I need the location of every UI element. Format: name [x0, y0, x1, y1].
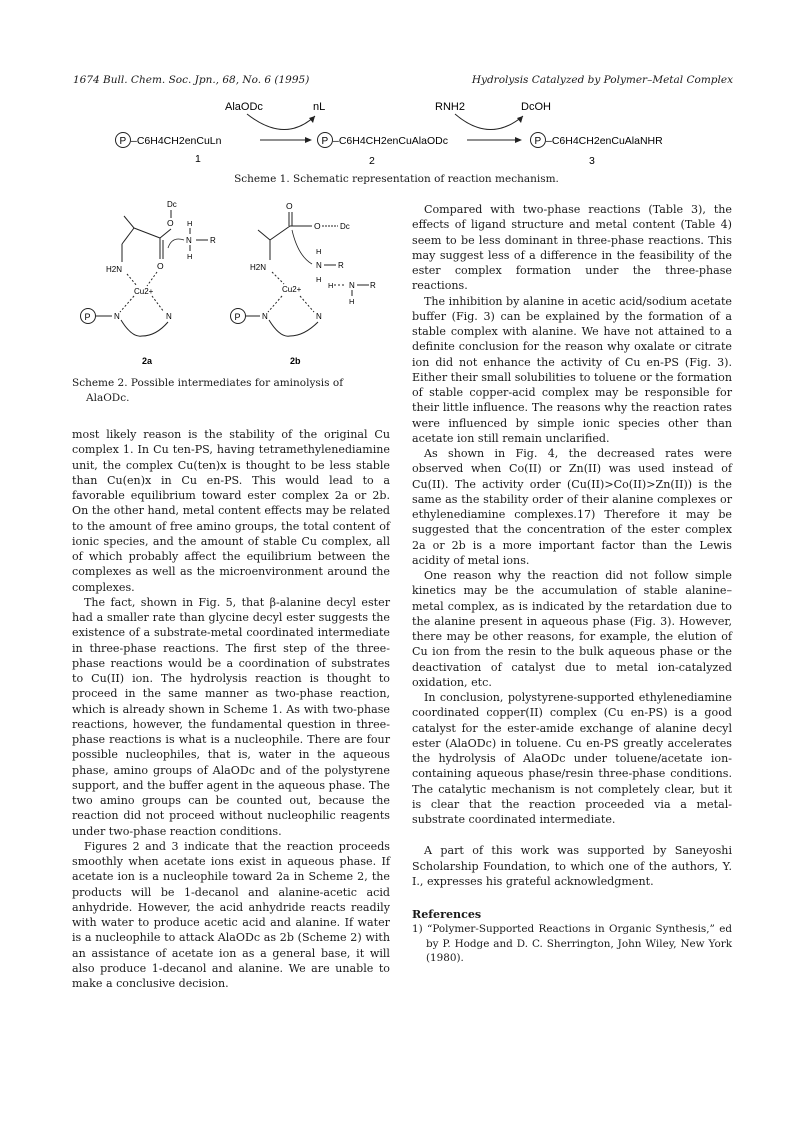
running-header-right: Hydrolysis Catalyzed by Polymer–Metal Complex [471, 74, 733, 86]
left-paragraph-3: Figures 2 and 3 indicate that the reaction proceeds smoothly when acetate ions exist in aqueous phase. If acetate ion is a nucleophile toward 2a in Scheme 2, the products will be 1-decanol and alanine-acetic acid anhydride. However, the acid anhydride reacts readily with water to produce acetic acid and alanine. If water is a nucleophile to attack AlaODc as 2b (Scheme 2) with an assistance of acetate ion as a general base, it will also produce 1-decanol and alanine. We are unable to make a conclusive decision. [72, 839, 390, 990]
compound-1-formula: –C6H4CH2enCuLn [131, 135, 222, 147]
svg-text:H: H [187, 219, 193, 228]
svg-text:H: H [328, 281, 334, 290]
scheme1-arrow-1 [247, 114, 315, 130]
compound-number-1: 1 [195, 153, 201, 165]
references-heading: References [412, 908, 482, 921]
right-paragraph-4: One reason why the reaction did not follow simple kinetics may be the accumulation of stable alanine–metal complex, as is indicated by the retardation due to the alanine present in aqueous phase (Fig. 3). However, there may be other reasons, for example, the elution of Cu ion from the resin to the bulk aqueous phase or the deactivation of catalyst due to metal ion-catalyzed oxidation, etc. [412, 569, 732, 689]
svg-text:H2N: H2N [106, 265, 123, 274]
scheme-2-diagram [72, 196, 392, 374]
compound-number-2: 2 [369, 155, 375, 167]
svg-text:P: P [119, 136, 127, 147]
svg-text:P: P [321, 136, 329, 147]
left-paragraph-1: most likely reason is the stability of the original Cu complex 1. In Cu ten-PS, having tetramethylenediamine unit, the complex Cu(ten)x is thought to be less stable than Cu(en)x in Cu en-PS. This would lead to a favorable equilibrium toward ester complex 2a or 2b. On the other hand, metal content effects may be related to the amount of free amino groups, the total content of ionic species, and the amount of stable Cu complex, all of which probably affect the equilibrium between the complexes as well as the microenvironment around the complexes. [72, 428, 390, 594]
compound-number-3: 3 [589, 155, 595, 167]
svg-text:O: O [157, 261, 164, 271]
svg-text:H: H [349, 297, 355, 306]
scheme-1-diagram [115, 96, 735, 180]
scheme-2-caption-line2: AlaODc. [86, 392, 130, 404]
scheme1-release-dcoh: DcOH [521, 101, 551, 113]
compound-3-formula: –C6H4CH2enCuAlaNHR [546, 135, 663, 147]
svg-text:N: N [316, 261, 322, 270]
svg-text:Dc: Dc [340, 222, 350, 231]
svg-text:O: O [286, 201, 293, 211]
svg-text:H: H [316, 247, 322, 256]
svg-text:R: R [210, 236, 216, 245]
running-header-left: 1674 Bull. Chem. Soc. Jpn., 68, No. 6 (1995) [73, 74, 310, 86]
svg-text:H: H [187, 252, 193, 261]
svg-text:P: P [234, 312, 241, 322]
scheme1-arrow-2 [455, 114, 523, 130]
right-paragraph-3: As shown in Fig. 4, the decreased rates were observed when Co(II) or Zn(II) was used instead of Cu(II). The activity order (Cu(II)>Co(II)>Zn(II)) is the same as the stability order of their alanine complexes or ethylenediamine complexes.17) Therefore it may be suggested that the concentration of the ester complex 2a or 2b is a more important factor than the Lewis acidity of metal ions. [412, 447, 732, 567]
svg-text:N: N [316, 312, 322, 321]
svg-text:Dc: Dc [167, 200, 177, 209]
svg-text:Cu2+: Cu2+ [282, 285, 302, 294]
svg-text:R: R [370, 281, 376, 290]
scheme1-arrowhead-1 [309, 116, 315, 123]
intermediate-2a-label: 2a [142, 356, 153, 366]
svg-text:O: O [314, 221, 321, 231]
right-paragraph-2: The inhibition by alanine in acetic acid/sodium acetate buffer (Fig. 3) can be explained by the formation of a stable complex with alanine. We have not attained to a definite conclusion for the reason why oxalate or citrate ion did not enhance the activity of Cu en-PS (Fig. 3). Either their small solubilities to toluene or the formation of stable copper-acid complex may be responsible for their little influence. The reasons why the reaction rates were influenced by simple ionic species other than acetate ion still remain unclarified. [412, 294, 732, 445]
svg-text:H2N: H2N [250, 263, 267, 272]
left-paragraph-2: The fact, shown in Fig. 5, that β-alanine decyl ester had a smaller rate than glycine decyl ester suggests the existence of a substrate-metal coordinated intermediate in three-phase reactions. The first step of the three-phase reactions would be a coordination of substrates to Cu(II) ion. The hydrolysis reaction is thought to proceed in the same manner as two-phase reaction, which is already shown in Scheme 1. As with two-phase reactions, however, the fundamental question in three-phase reactions is what is a nucleophile. There are four possible nucleophiles, that is, water in the aqueous phase, amino groups of AlaODc and of the polystyrene support, and the buffer agent in the aqueous phase. The two amino groups can be counted out, because the reaction did not proceed without nucleophilic reagents under two-phase reaction conditions. [72, 595, 390, 838]
scheme-1-caption: Scheme 1. Schematic representation of reaction mechanism. [234, 173, 559, 185]
scheme-2-caption-line1: Scheme 2. Possible intermediates for aminolysis of [72, 377, 344, 389]
compound-2-formula: –C6H4CH2enCuAlaODc [333, 135, 448, 147]
acknowledgment: A part of this work was supported by Saneyoshi Scholarship Foundation, to which one of the authors, Y. I., expresses his grateful acknowledgment. [412, 844, 732, 888]
right-paragraph-1: Compared with two-phase reactions (Table 3), the effects of ligand structure and metal content (Table 4) seem to be less dominant in three-phase reactions. This may suggest less of a difference in the feasibility of the ester complex formation under the three-phase reactions. [412, 203, 732, 293]
svg-text:N: N [186, 236, 192, 245]
svg-text:P: P [84, 312, 91, 322]
scheme1-reagent-rnh2: RNH2 [435, 101, 465, 113]
svg-text:R: R [338, 261, 344, 270]
left-column [72, 427, 390, 991]
right-column [412, 202, 732, 966]
svg-text:O: O [167, 218, 174, 228]
svg-text:N: N [262, 312, 268, 321]
svg-text:N: N [114, 312, 120, 321]
scheme-2-caption [72, 376, 392, 406]
scheme1-release-nl: nL [313, 101, 326, 113]
svg-text:N: N [349, 281, 355, 290]
intermediate-2b-label: 2b [290, 356, 301, 366]
scheme1-reagent-alaodc: AlaODc [225, 101, 263, 113]
reference-item-1: 1) “Polymer-Supported Reactions in Organic Synthesis,” ed by P. Hodge and D. C. Sherrington, John Wiley, New York (1980). [412, 923, 732, 965]
svg-text:N: N [166, 312, 172, 321]
intermediate-2a-structure [81, 200, 217, 366]
intermediate-2b-structure [231, 201, 377, 366]
svg-text:H: H [316, 275, 322, 284]
svg-text:P: P [534, 136, 542, 147]
right-paragraph-5: In conclusion, polystyrene-supported ethylenediamine coordinated copper(II) complex (Cu en-PS) is a good catalyst for the ester-amide exchange of alanine decyl ester (AlaODc) in toluene. Cu en-PS greatly accelerates the hydrolysis of AlaODc under toluene/acetate ion-containing aqueous phase/resin three-phase conditions. The catalytic mechanism is not completely clear, but it is clear that the reaction proceeded via a metal-substrate coordinated intermediate. [412, 691, 732, 826]
svg-text:Cu2+: Cu2+ [134, 287, 154, 296]
